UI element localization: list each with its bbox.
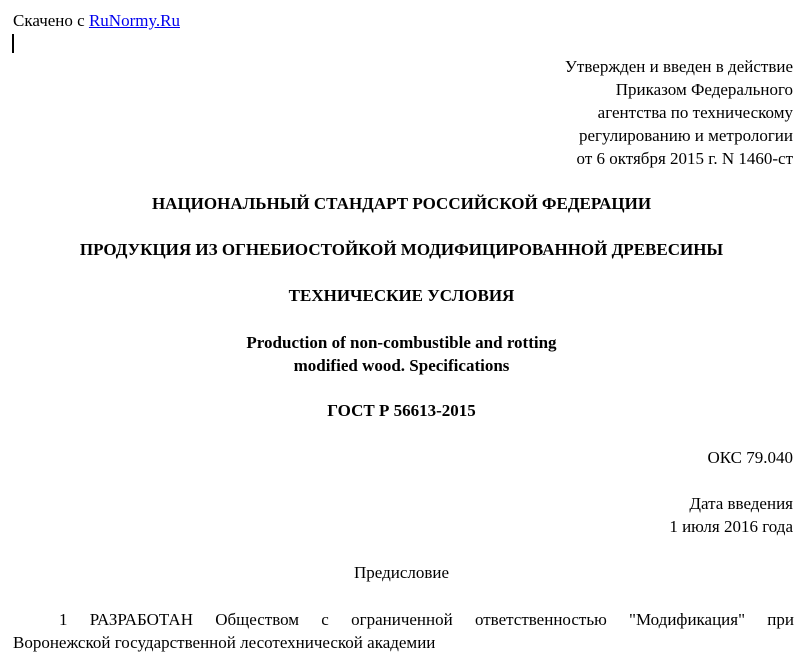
approval-line: регулированию и метрологии <box>578 126 793 145</box>
english-title-line: Production of non-combustible and rotting <box>246 333 557 352</box>
paragraph-line: Воронежской государственной лесотехнической академии <box>13 633 436 652</box>
preface-heading: Предисловие <box>353 563 450 582</box>
english-title <box>0 331 799 377</box>
english-title-line: modified wood. Specifications <box>293 356 510 375</box>
intro-date-label: Дата введения <box>689 494 793 513</box>
source-line <box>13 9 180 32</box>
conditions-title: ТЕХНИЧЕСКИЕ УСЛОВИЯ <box>288 286 515 305</box>
gost-number: ГОСТ Р 56613-2015 <box>327 401 476 420</box>
approval-line: Приказом Федерального <box>615 80 793 99</box>
approval-line: от 6 октября 2015 г. N 1460-ст <box>576 149 793 168</box>
oks-code: ОКС 79.040 <box>707 448 793 467</box>
preface-paragraph <box>13 608 794 654</box>
product-title: ПРОДУКЦИЯ ИЗ ОГНЕБИОСТОЙКОЙ МОДИФИЦИРОВАННОЙ ДРЕВЕСИНЫ <box>79 240 724 259</box>
approval-block <box>565 55 793 170</box>
intro-date-value: 1 июля 2016 года <box>669 517 793 536</box>
source-link[interactable]: RuNormy.Ru <box>88 11 180 30</box>
approval-line: агентства по техническому <box>597 103 793 122</box>
text-cursor <box>12 34 14 53</box>
approval-line: Утвержден и введен в действие <box>564 57 793 76</box>
intro-date-block <box>669 492 793 538</box>
source-prefix: Скачено с <box>13 11 89 30</box>
standard-title: НАЦИОНАЛЬНЫЙ СТАНДАРТ РОССИЙСКОЙ ФЕДЕРАЦИИ <box>151 194 652 213</box>
paragraph-line: 1 РАЗРАБОТАН Обществом с ограниченной ответственностью "Модификация" при <box>59 610 794 629</box>
